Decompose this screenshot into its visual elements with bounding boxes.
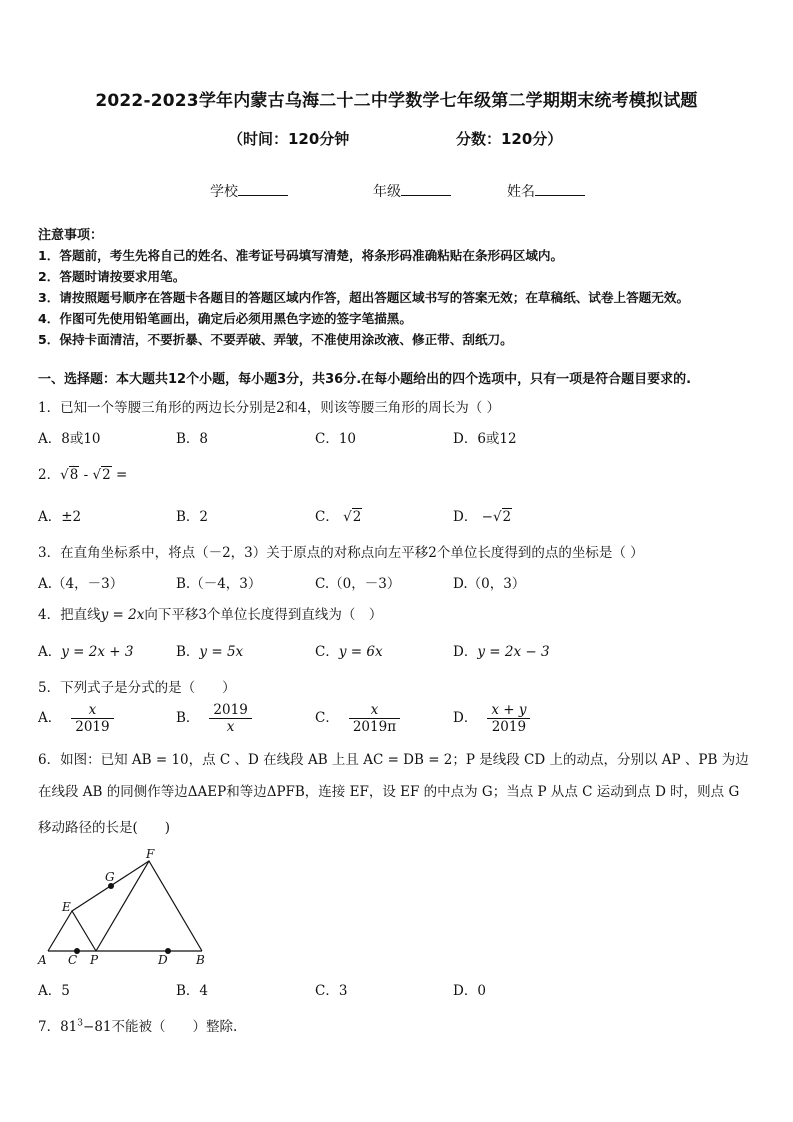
q5-option-d: D． $\frac{x + y}{2019}$ (453, 702, 530, 735)
q2-sqrt-1: √8 (60, 467, 79, 483)
q1-option-d: D．6或12 (453, 431, 517, 447)
question-3-stem: 3．在直角坐标系中，将点（－2，3）关于原点的对称点向左平移2个单位长度得到的点的坐标是（ ） (38, 545, 644, 561)
q3-option-b: B.（－4，3） (176, 576, 262, 592)
school-blank (238, 182, 288, 196)
grade-label: 年级 (373, 184, 401, 200)
q2-option-d: D． −√2 (453, 509, 512, 525)
q2-minus: - (83, 467, 89, 483)
question-6-line-2: 在线段 AB 的同侧作等边ΔAEP和等边ΔPFB，连接 EF，设 EF 的中点为 G；当点 P 从点 C 运动到点 D 时，则点 G (38, 784, 740, 800)
q6-option-a: A．5 (38, 983, 70, 999)
exam-time: （时间：120分钟 (228, 130, 350, 148)
q7-exponent: 3 (77, 1018, 84, 1029)
q1-option-c: C．10 (315, 431, 357, 447)
q2-option-a: A．±2 (38, 509, 82, 525)
q2-d-sqrt: √2 (492, 509, 512, 525)
q6-geometry-figure (30, 845, 230, 973)
q2-equals: = (115, 467, 128, 483)
note-item: 2．答题时请按要求用笔。 (38, 269, 186, 284)
question-6-line-1: 6．如图：已知 AB = 10，点 C 、D 在线段 AB 上且 AC = DB = 2；P 是线段 CD 上的动点，分别以 AP 、PB 为边 (38, 752, 749, 768)
q3-option-c: C.（0，－3） (315, 576, 401, 592)
q5-option-b: B． $\frac{2019}{x}$ (176, 702, 252, 735)
q5-b-fraction: $\frac{2019}{x}$ (209, 702, 251, 735)
grade-blank (401, 182, 451, 196)
q5-option-a: A． $\frac{x}{2019}$ (38, 702, 114, 735)
school-label: 学校 (210, 184, 238, 200)
question-2-stem (38, 463, 127, 483)
q5-option-c: C． $\frac{x}{2019\pi}$ (315, 702, 400, 735)
question-4-stem: 4．把直线y = 2x向下平移3个单位长度得到直线为（ ） (38, 607, 383, 623)
q2-option-c: C． √2 (315, 509, 362, 525)
q4-line-expr: y = 2x (100, 607, 145, 623)
q1-option-b: B．8 (176, 431, 209, 447)
triangle-aep (48, 911, 96, 951)
label-b: B (196, 953, 205, 967)
note-item: 1．答题前，考生先将自己的姓名、准考证号码填写清楚，将条形码准确粘贴在条形码区域内。 (38, 248, 564, 263)
label-d: D (158, 953, 168, 967)
q6-option-c: C．3 (315, 983, 348, 999)
label-e: E (62, 900, 71, 914)
question-5-stem: 5．下列式子是分式的是（ ） (38, 680, 236, 696)
label-g: G (105, 870, 115, 884)
exam-score: 分数：120分） (456, 130, 563, 148)
note-item: 5．保持卡面清洁，不要折暴、不要弄破、弄皱，不准使用涂改液、修正带、刮纸刀。 (38, 332, 513, 347)
label-f: F (146, 847, 155, 861)
q1-option-a: A．8或10 (38, 431, 101, 447)
label-p: P (90, 953, 99, 967)
label-a: A (38, 953, 47, 967)
q6-option-d: D．0 (453, 983, 486, 999)
q7-base: 81 (60, 1019, 78, 1035)
school-field (210, 181, 288, 201)
name-label: 姓名 (507, 184, 535, 200)
label-c: C (68, 953, 78, 967)
q4-option-b: B．y = 5x (176, 644, 244, 660)
name-blank (535, 182, 585, 196)
page-title: 2022-2023学年内蒙古乌海二十二中学数学七年级第二学期期末统考模拟试题 (95, 91, 698, 111)
question-6-line-3: 移动路径的长是( ) (38, 820, 171, 836)
name-field (507, 181, 585, 201)
q4-option-a: A．y = 2x + 3 (38, 644, 134, 660)
question-7-stem: 7．$81^3-81$不能被（ ）整除. (38, 1018, 238, 1035)
section-heading: 一、选择题：本大题共12个小题，每小题3分，共36分.在每小题给出的四个选项中，只有一项是符合题目要求的. (38, 372, 692, 387)
q3-option-d: D.（0，3） (453, 576, 526, 592)
grade-field (373, 181, 451, 201)
q2-number: 2． (38, 467, 61, 483)
q6-option-b: B．4 (176, 983, 209, 999)
q5-c-fraction: $\frac{x}{2019\pi}$ (349, 702, 400, 735)
note-item: 4．作图可先使用铅笔画出，确定后必须用黑色字迹的签字笔描黑。 (38, 311, 412, 326)
notes-heading: 注意事项： (38, 228, 104, 243)
q3-option-a: A.（4，－3） (38, 576, 124, 592)
q2-sqrt-2: √2 (92, 467, 111, 483)
q5-a-fraction: $\frac{x}{2019}$ (71, 702, 113, 735)
q2-option-b: B．2 (176, 509, 209, 525)
q5-d-fraction: $\frac{x + y}{2019}$ (487, 702, 530, 735)
question-1-stem: 1．已知一个等腰三角形的两边长分别是2和4，则该等腰三角形的周长为（ ） (38, 400, 501, 416)
note-item: 3．请按照题号顺序在答题卡各题目的答题区域内作答，超出答题区域书写的答案无效；在草稿纸、试卷上答题无效。 (38, 290, 690, 305)
q4-option-c: C．y = 6x (315, 644, 383, 660)
q4-option-d: D．y = 2x − 3 (453, 644, 550, 660)
q2-c-sqrt: √2 (343, 509, 362, 525)
